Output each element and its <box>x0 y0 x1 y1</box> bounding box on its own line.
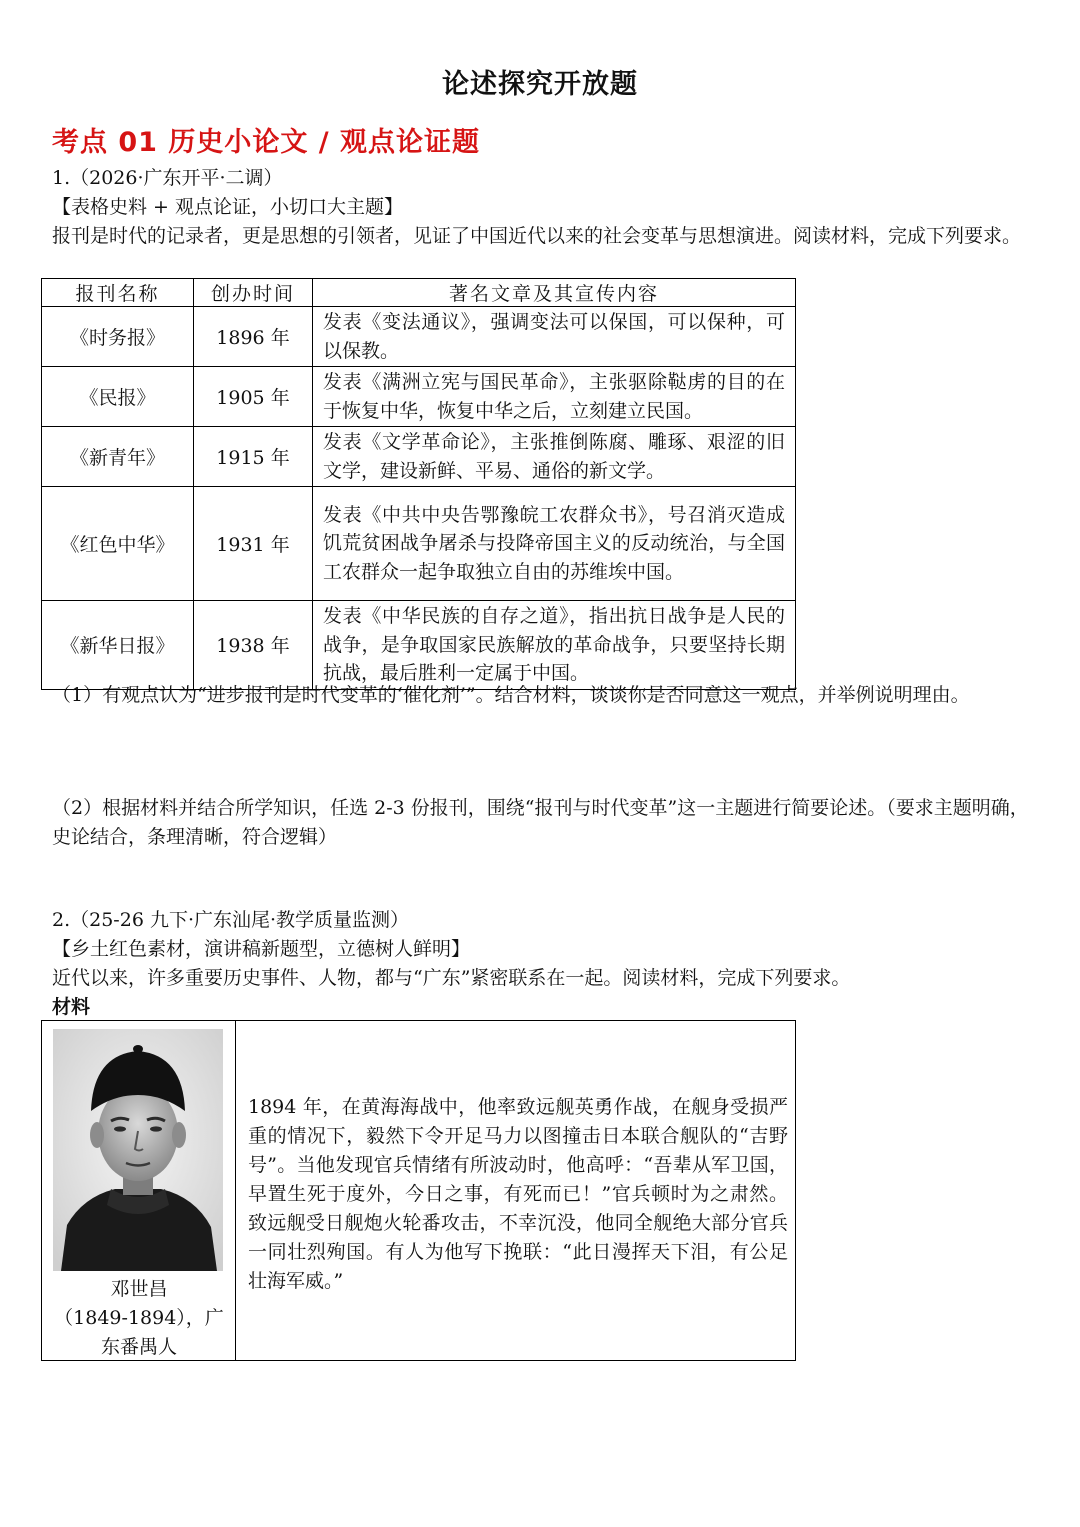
article-content: 发表《中华民族的自存之道》，指出抗日战争是人民的战争，是争取国家民族解放的革命战争，只要坚持长期抗战，最后胜利一定属于中国。 <box>313 601 796 690</box>
section-heading: 考点 01 历史小论文 / 观点论证题 <box>52 127 481 158</box>
caption-line: 邓世昌 <box>110 1278 168 1300</box>
newspaper-name: 《时务报》 <box>42 307 194 367</box>
article-content: 发表《中共中央告鄂豫皖工农群众书》，号召消灭造成饥荒贫困战争屠杀与投降帝国主义的反动统治，与全国工农群众一起争取独立自由的苏维埃中国。 <box>313 487 796 601</box>
column-header: 创办时间 <box>194 279 313 307</box>
article-content: 发表《变法通议》，强调变法可以保国，可以保种，可以保教。 <box>313 307 796 367</box>
founding-year: 1915 年 <box>194 427 313 487</box>
table-header-row <box>42 279 796 307</box>
founding-year: 1938 年 <box>194 601 313 690</box>
newspaper-table <box>41 278 796 690</box>
q1-tag: 【表格史料 + 观点论证，小切口大主题】 <box>52 196 404 218</box>
table-row <box>42 601 796 690</box>
q1-subquestion-1: （1）有观点认为“进步报刊是时代变革的‘催化剂’”。结合材料，谈谈你是否同意这一观点，并举例说明理由。 <box>52 684 970 706</box>
table-row <box>42 427 796 487</box>
table-row <box>42 367 796 427</box>
column-header: 报刊名称 <box>42 279 194 307</box>
material-text: 1894 年，在黄海海战中，他率致远舰英勇作战，在舰身受损严重的情况下，毅然下令开足马力以图撞击日本联合舰队的“吉野号”。当他发现官兵情绪有所波动时，他高呼：“吾辈从军卫国，早置生死于度外，今日之事，有死而已！”官兵顿时为之肃然。致远舰受日舰炮火轮番攻击，不幸沉没，他同全舰绝大部分官兵一同壮烈殉国。有人为他写下挽联：“此日漫挥天下泪，有公足壮海军威。” <box>248 1096 788 1292</box>
newspaper-name: 《红色中华》 <box>42 487 194 601</box>
q2-source: 2.（25-26 九下·广东汕尾·教学质量监测） <box>52 909 410 931</box>
newspaper-name: 《新华日报》 <box>42 601 194 690</box>
q2-tag: 【乡土红色素材，演讲稿新题型，立德树人鲜明】 <box>52 938 471 960</box>
founding-year: 1931 年 <box>194 487 313 601</box>
article-content: 发表《文学革命论》，主张推倒陈腐、雕琢、艰涩的旧文学，建设新鲜、平易、通俗的新文学。 <box>313 427 796 487</box>
material-box <box>41 1020 796 1361</box>
article-content: 发表《满洲立宪与国民革命》，主张驱除鞑虏的目的在于恢复中华，恢复中华之后，立刻建立民国。 <box>313 367 796 427</box>
newspaper-name: 《民报》 <box>42 367 194 427</box>
table-row <box>42 487 796 601</box>
material-label: 材料 <box>52 996 91 1018</box>
founding-year: 1905 年 <box>194 367 313 427</box>
founding-year: 1896 年 <box>194 307 313 367</box>
column-header: 著名文章及其宣传内容 <box>313 279 796 307</box>
q1-source: 1.（2026·广东开平·二调） <box>52 167 283 189</box>
newspaper-name: 《新青年》 <box>42 427 194 487</box>
table-row <box>42 307 796 367</box>
caption-line: 东番禺人 <box>100 1336 177 1358</box>
q1-intro: 报刊是时代的记录者，更是思想的引领者，见证了中国近代以来的社会变革与思想演进。阅读材料，完成下列要求。 <box>52 225 1022 247</box>
q2-intro: 近代以来，许多重要历史事件、人物，都与“广东”紧密联系在一起。阅读材料，完成下列要求。 <box>52 967 851 989</box>
caption-line: （1849-1894），广 <box>54 1307 224 1329</box>
portrait-caption <box>42 1275 236 1362</box>
column-divider <box>235 1021 236 1360</box>
portrait-photo <box>53 1029 223 1271</box>
q1-subquestion-2: （2）根据材料并结合所学知识，任选 2-3 份报刊，围绕“报刊与时代变革”这一主题进行简要论述。（要求主题明确，史论结合，条理清晰，符合逻辑） <box>52 797 1029 848</box>
page-title: 论述探究开放题 <box>442 69 638 100</box>
